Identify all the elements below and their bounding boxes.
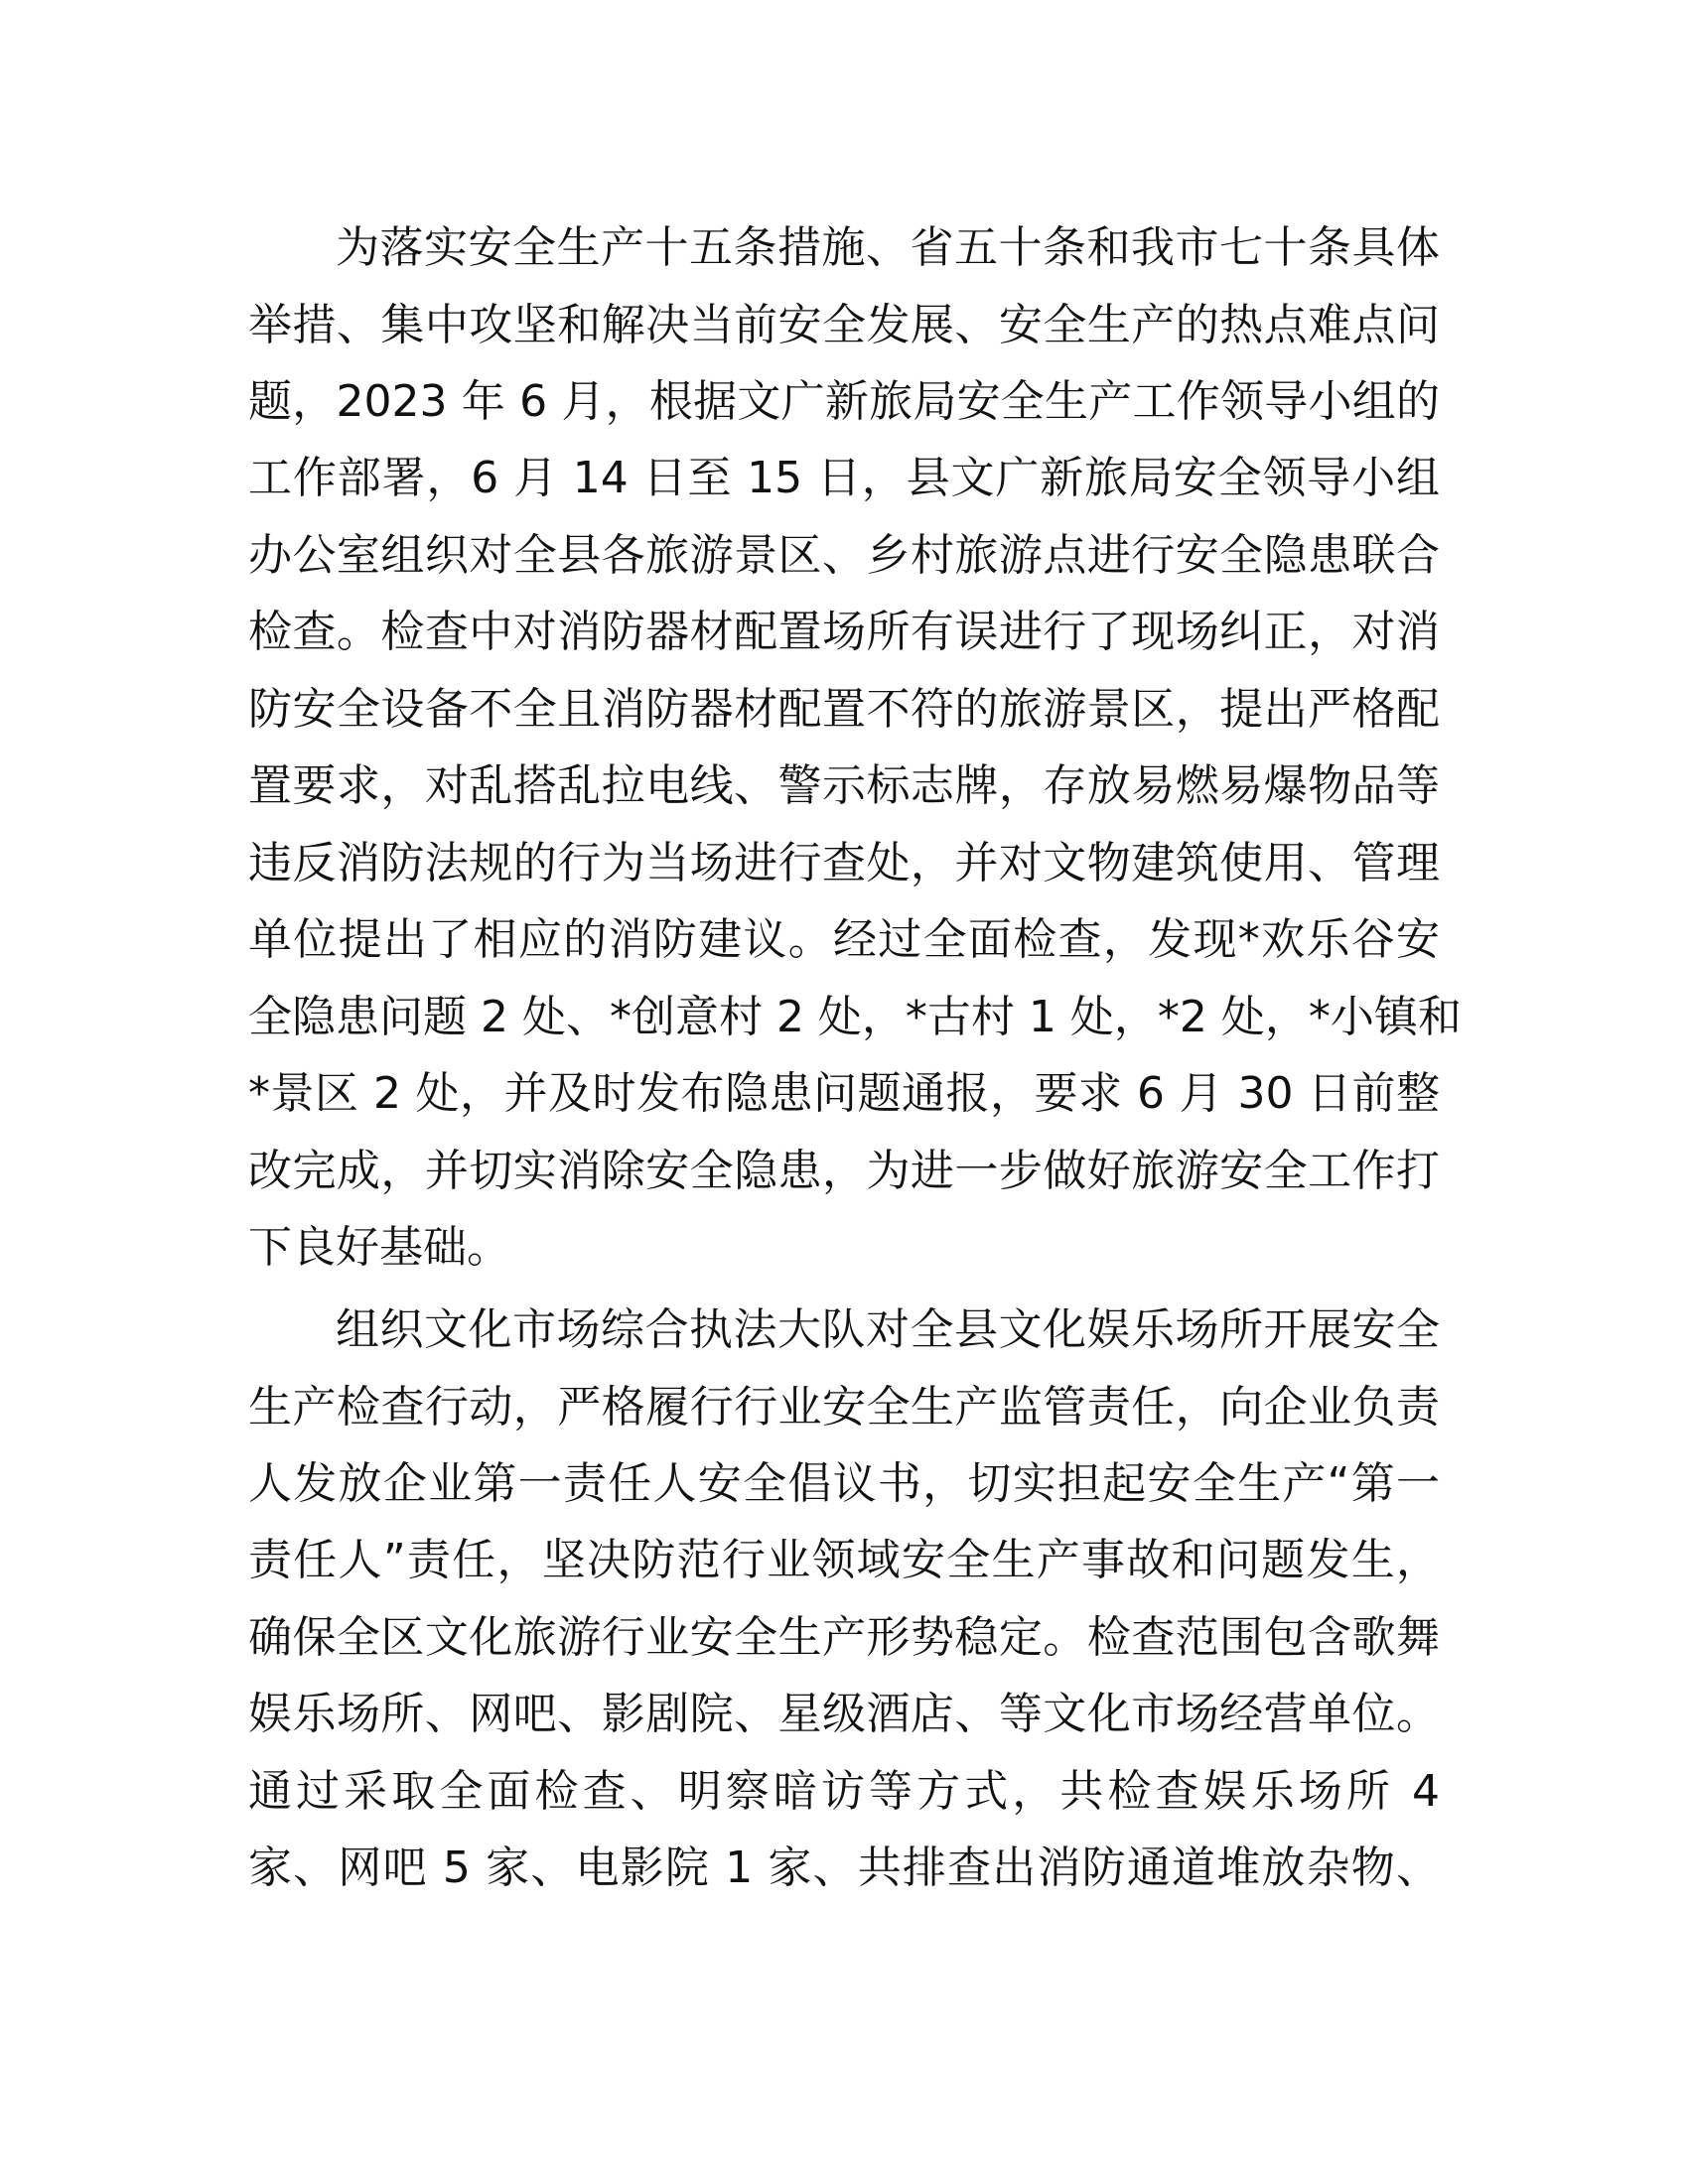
text-line: 题，2023 年 6 月，根据文广新旅局安全生产工作领导小组的 xyxy=(248,376,1440,427)
text-line: *景区 2 处，并及时发布隐患问题通报，要求 6 月 30 日前整 xyxy=(248,1068,1440,1119)
text-line: 人发放企业第一责任人安全倡议书，切实担起安全生产“第一 xyxy=(248,1458,1440,1509)
text-line: 全隐患问题 2 处、*创意村 2 处，*古村 1 处，*2 处，*小镇和 xyxy=(248,992,1462,1042)
text-line: 确保全区文化旅游行业安全生产形势稳定。检查范围包含歌舞 xyxy=(248,1612,1440,1663)
text-line: 生产检查行动，严格履行行业安全生产监管责任，向企业负责 xyxy=(248,1382,1440,1433)
text-line: 责任人”责任，坚决防范行业领域安全生产事故和问题发生， xyxy=(248,1535,1440,1585)
text-line: 工作部署，6 月 14 日至 15 日，县文广新旅局安全领导小组 xyxy=(248,453,1440,503)
text-line: 办公室组织对全县各旅游景区、乡村旅游点进行安全隐患联合 xyxy=(248,530,1440,581)
text-line: 下良好基础。 xyxy=(248,1222,510,1273)
text-line: 检查。检查中对消防器材配置场所有误进行了现场纠正，对消 xyxy=(248,607,1440,657)
text-line: 单位提出了相应的消防建议。经过全面检查，发现*欢乐谷安 xyxy=(248,914,1440,965)
text-line: 置要求，对乱搭乱拉电线、警示标志牌，存放易燃易爆物品等 xyxy=(248,760,1440,811)
text-line: 通过采取全面检查、明察暗访等方式，共检查娱乐场所 4 xyxy=(248,1766,1440,1817)
text-line: 为落实安全生产十五条措施、省五十条和我市七十条具体 xyxy=(336,222,1440,273)
text-line: 改完成，并切实消除安全隐患，为进一步做好旅游安全工作打 xyxy=(248,1146,1440,1196)
text-line: 家、网吧 5 家、电影院 1 家、共排查出消防通道堆放杂物、 xyxy=(248,1843,1440,1893)
text-line: 举措、集中攻坚和解决当前安全发展、安全生产的热点难点问 xyxy=(248,300,1440,350)
text-line: 娱乐场所、网吧、影剧院、星级酒店、等文化市场经营单位。 xyxy=(248,1689,1440,1739)
text-line: 违反消防法规的行为当场进行查处，并对文物建筑使用、管理 xyxy=(248,838,1440,888)
text-line: 防安全设备不全且消防器材配置不符的旅游景区，提出严格配 xyxy=(248,684,1440,735)
text-line: 组织文化市场综合执法大队对全县文化娱乐场所开展安全 xyxy=(336,1304,1440,1355)
